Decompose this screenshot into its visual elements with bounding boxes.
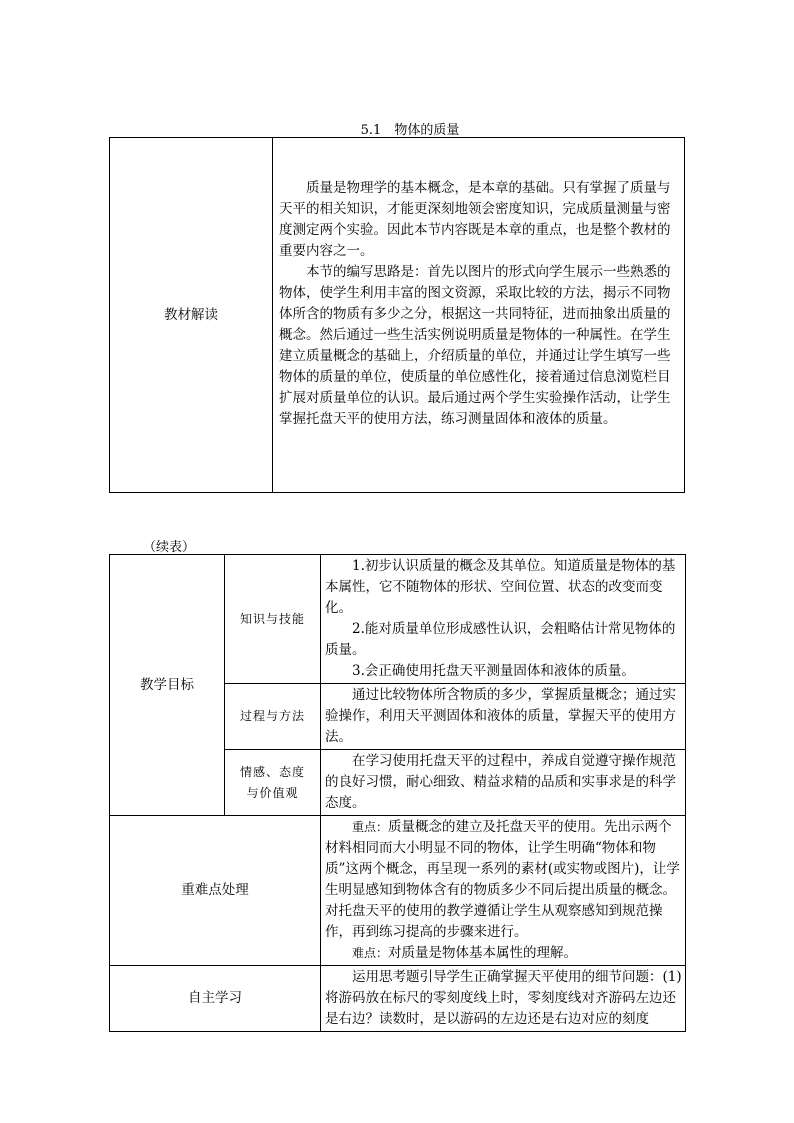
emotion-values-content <box>321 750 686 816</box>
analysis-paragraph-2: 本节的编写思路是：首先以图片的形式向学生展示一些熟悉的物体，使学生利用丰富的图文资源，采取比较的方法，揭示不同物体所含的物质有多少之分，根据这一共同特征，进而抽象出质量的概念。然后通过一些生活实例说明质量是物体的一种属性。在学生建立质量概念的基础上，介绍质量的单位，并通过让学生填写一些物体的质量的单位，使质量的单位感性化，接着通过信息浏览栏目扩展对质量单位的认识。最后通过两个学生实验操作活动，让学生掌握托盘天平的使用方法，练习测量固体和液体的质量。 <box>279 264 671 427</box>
analysis-paragraph-1: 质量是物理学的基本概念，是本章的基础。只有掌握了质量与天平的相关知识，才能更深刻地领会密度知识，完成质量测量与密度测定两个实验。因此本节内容既是本章的重点，也是整个教材的重要内容之一。 <box>279 180 671 259</box>
process-methods-label: 过程与方法 <box>225 684 321 750</box>
table-row <box>110 816 686 966</box>
teaching-plan-table <box>109 554 686 1032</box>
emotion-values-label <box>225 750 321 816</box>
knowledge-item-2: 2.能对质量单位形成感性认识，会粗略估计常见物体的质量。 <box>325 621 676 658</box>
textbook-analysis-table <box>109 137 685 493</box>
knowledge-skills-content <box>321 555 686 684</box>
textbook-analysis-content <box>273 138 685 493</box>
emotion-label-line-1: 情感、态度 <box>239 764 305 779</box>
knowledge-item-1: 1.初步认识质量的概念及其单位。知道质量是物体的基本属性，它不随物体的形状、空间位置、状态的改变而变化。 <box>325 558 676 616</box>
self-study-content <box>321 966 686 1032</box>
process-text: 通过比较物体所含物质的多少，掌握质量概念；通过实验操作，利用天平测固体和液体的质量，掌握天平的使用方法。 <box>325 687 676 745</box>
table-row <box>110 555 686 684</box>
knowledge-item-3: 3.会正确使用托盘天平测量固体和液体的质量。 <box>352 663 635 679</box>
table-row <box>110 966 686 1032</box>
textbook-analysis-label: 教材解读 <box>110 138 273 493</box>
table-row <box>110 138 685 493</box>
key-points-content <box>321 816 686 966</box>
key-point-text: 质量概念的建立及托盘天平的使用。先出示两个材料相同而大小明显不同的物体，让学生明确“物体和物质”这两个概念，再呈现一系列的素材(或实物或图片)，让学生明显感知到物体含有的物质多少不同后提出质量的概念。对托盘天平的使用的教学遵循让学生从观察感知到规范操作，再到练习提高的步骤来进行。 <box>325 819 680 940</box>
self-study-text: 运用思考题引导学生正确掌握天平使用的细节问题：(1)将游码放在标尺的零刻度线上时，零刻度线对齐游码左边还是右边？读数时，是以游码的左边还是右边对应的刻度 <box>325 969 682 1027</box>
teaching-objectives-label: 教学目标 <box>110 555 225 816</box>
self-study-label: 自主学习 <box>110 966 321 1032</box>
key-points-label: 重难点处理 <box>110 816 321 966</box>
emotion-label-line-2: 与价值观 <box>246 785 299 800</box>
continued-note: （续表） <box>143 540 196 555</box>
difficult-point-prefix: 难点： <box>352 946 389 960</box>
key-point-paragraph <box>325 817 682 943</box>
process-methods-content <box>321 684 686 750</box>
key-point-prefix: 重点： <box>352 820 389 834</box>
knowledge-skills-label: 知识与技能 <box>225 555 321 684</box>
emotion-text: 在学习使用托盘天平的过程中，养成自觉遵守操作规范的良好习惯，耐心细致、精益求精的品质和实事求是的科学态度。 <box>325 753 676 811</box>
difficult-point-paragraph <box>325 943 682 964</box>
page-title: 5.1 物体的质量 <box>360 123 460 138</box>
difficult-point-text: 对质量是物体基本属性的理解。 <box>388 945 578 961</box>
